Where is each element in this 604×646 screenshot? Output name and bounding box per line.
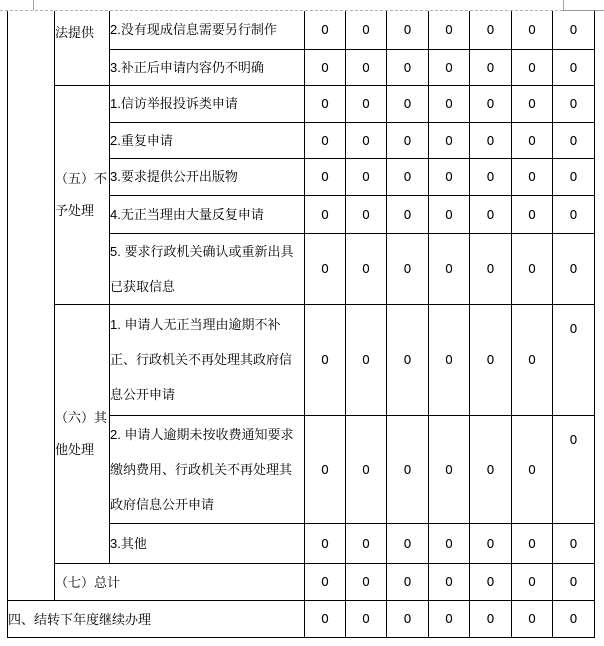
value-cell: 0	[305, 523, 346, 563]
value-cell: 0	[429, 158, 470, 195]
value-cell: 0	[512, 122, 553, 158]
value-cell: 0	[346, 233, 387, 304]
value-cell: 0	[387, 600, 429, 637]
table-row	[8, 85, 595, 122]
value-cell: 0	[512, 195, 553, 233]
value-cell: 0	[553, 85, 595, 122]
total-row-label: （七）总计	[55, 563, 305, 600]
value-cell: 0	[387, 49, 429, 85]
row-label: 3.补正后申请内容仍不明确	[110, 49, 305, 85]
annual-report-table	[7, 11, 595, 638]
value-cell: 0	[553, 158, 595, 195]
value-cell: 0	[429, 233, 470, 304]
value-cell: 0	[429, 600, 470, 637]
value-cell: 0	[429, 523, 470, 563]
row-label: 3.其他	[110, 523, 305, 563]
value-cell: 0	[346, 85, 387, 122]
grid-remnant-vertical-right	[563, 0, 564, 10]
value-cell: 0	[346, 563, 387, 600]
value-cell: 0	[346, 415, 387, 523]
value-cell: 0	[305, 158, 346, 195]
value-cell: 0	[470, 11, 512, 49]
value-cell: 0	[470, 49, 512, 85]
grid-remnant-vertical-left	[33, 0, 34, 10]
value-cell: 0	[387, 195, 429, 233]
value-cell: 0	[470, 233, 512, 304]
value-cell: 0	[553, 233, 595, 304]
value-cell: 0	[387, 233, 429, 304]
row-label: 1.信访举报投诉类申请	[110, 85, 305, 122]
value-cell: 0	[429, 49, 470, 85]
value-cell: 0	[429, 122, 470, 158]
value-cell: 0	[512, 85, 553, 122]
value-cell: 0	[553, 122, 595, 158]
value-cell: 0	[512, 49, 553, 85]
value-cell: 0	[553, 49, 595, 85]
value-cell: 0	[512, 600, 553, 637]
value-cell: 0	[429, 11, 470, 49]
value-cell: 0	[346, 158, 387, 195]
row-label: 5. 要求行政机关确认或重新出具已获取信息	[110, 233, 305, 304]
value-cell: 0	[512, 233, 553, 304]
row-label: 4.无正当理由大量反复申请	[110, 195, 305, 233]
value-cell: 0	[553, 195, 595, 233]
table-row	[8, 11, 595, 49]
value-cell: 0	[305, 195, 346, 233]
value-cell: 0	[346, 304, 387, 415]
value-cell: 0	[305, 11, 346, 49]
value-cell: 0	[305, 600, 346, 637]
value-cell: 0	[512, 415, 553, 523]
value-cell: 0	[553, 11, 595, 49]
category-label-no-handling: （五）不予处理	[55, 85, 110, 304]
value-cell: 0	[387, 85, 429, 122]
value-cell: 0	[387, 158, 429, 195]
value-cell: 0	[429, 85, 470, 122]
value-cell: 0	[470, 85, 512, 122]
row-label: 2.没有现成信息需要另行制作	[110, 11, 305, 49]
value-cell: 0	[512, 158, 553, 195]
value-cell: 0	[346, 49, 387, 85]
value-cell: 0	[553, 304, 595, 415]
value-cell: 0	[512, 523, 553, 563]
empty-category-column	[8, 11, 55, 600]
value-cell: 0	[346, 122, 387, 158]
value-cell: 0	[305, 85, 346, 122]
value-cell: 0	[470, 195, 512, 233]
value-cell: 0	[346, 523, 387, 563]
value-cell: 0	[346, 11, 387, 49]
value-cell: 0	[305, 49, 346, 85]
value-cell: 0	[470, 158, 512, 195]
value-cell: 0	[470, 523, 512, 563]
value-cell: 0	[387, 415, 429, 523]
value-cell: 0	[346, 600, 387, 637]
table-row	[8, 304, 595, 415]
value-cell: 0	[305, 122, 346, 158]
category-label-other-handling: （六）其他处理	[55, 304, 110, 563]
table-row-total	[8, 563, 595, 600]
value-cell: 0	[429, 563, 470, 600]
value-cell: 0	[553, 600, 595, 637]
value-cell: 0	[305, 233, 346, 304]
value-cell: 0	[553, 563, 595, 600]
value-cell: 0	[512, 11, 553, 49]
value-cell: 0	[470, 563, 512, 600]
value-cell: 0	[429, 304, 470, 415]
value-cell: 0	[387, 11, 429, 49]
value-cell: 0	[470, 122, 512, 158]
value-cell: 0	[305, 563, 346, 600]
row-label: 2. 申请人逾期未按收费通知要求缴纳费用、行政机关不再处理其政府信息公开申请	[110, 415, 305, 523]
value-cell: 0	[553, 523, 595, 563]
value-cell: 0	[387, 563, 429, 600]
value-cell: 0	[512, 563, 553, 600]
value-cell: 0	[470, 600, 512, 637]
value-cell: 0	[470, 304, 512, 415]
value-cell: 0	[387, 304, 429, 415]
value-cell: 0	[512, 304, 553, 415]
value-cell: 0	[553, 415, 595, 523]
row-label: 2.重复申请	[110, 122, 305, 158]
value-cell: 0	[305, 304, 346, 415]
value-cell: 0	[346, 195, 387, 233]
category-label-cut: 法提供	[55, 11, 110, 85]
value-cell: 0	[429, 415, 470, 523]
value-cell: 0	[387, 523, 429, 563]
value-cell: 0	[470, 415, 512, 523]
carryover-row-label: 四、结转下年度继续办理	[8, 600, 305, 637]
row-label: 3.要求提供公开出版物	[110, 158, 305, 195]
value-cell: 0	[305, 415, 346, 523]
table-row-carryover	[8, 600, 595, 637]
value-cell: 0	[429, 195, 470, 233]
value-cell: 0	[387, 122, 429, 158]
row-label: 1. 申请人无正当理由逾期不补正、行政机关不再处理其政府信息公开申请	[110, 304, 305, 415]
